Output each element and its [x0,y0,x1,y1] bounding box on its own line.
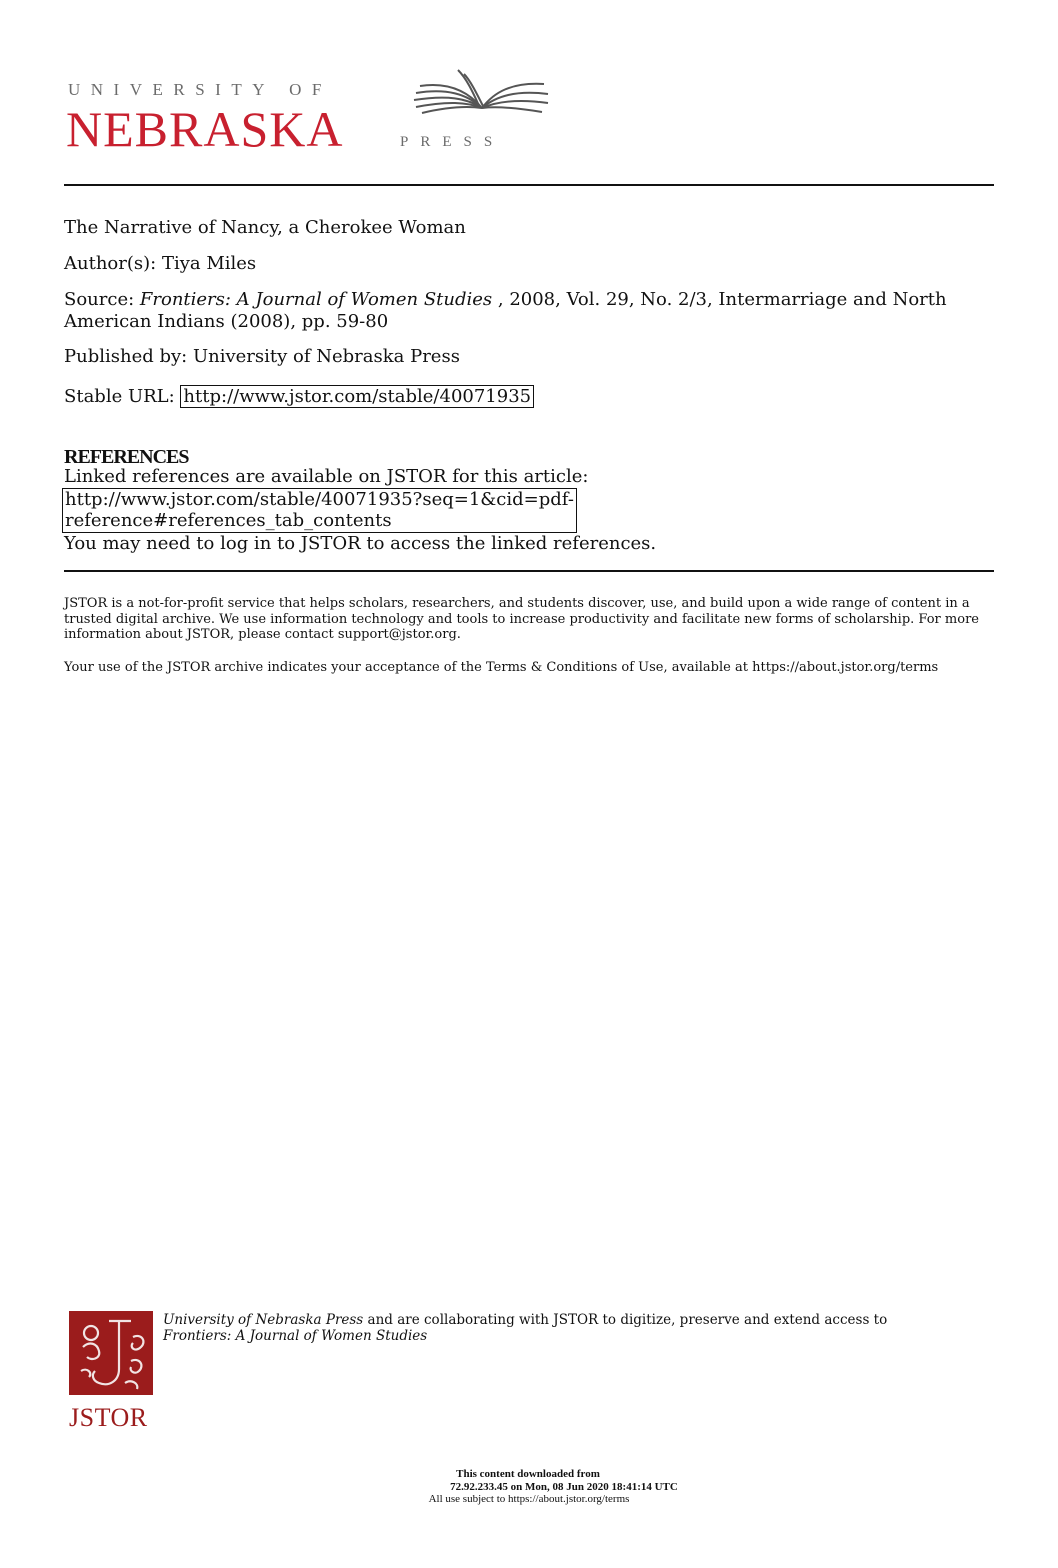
collab-journal: Frontiers: A Journal of Women Studies [163,1328,428,1344]
top-divider [64,184,994,186]
bottom-divider [64,570,994,572]
collab-publisher: University of Nebraska Press [163,1312,364,1328]
logo-university-of: UNIVERSITY OF [68,80,332,99]
publisher-logo [66,70,556,160]
jstor-wordmark: JSTOR [69,1403,148,1432]
logo-nebraska: NEBRASKA [66,101,344,157]
footer-ip-date: 72.92.233.45 on Mon, 08 Jun 2020 18:41:14 UTC [450,1480,678,1493]
article-author: Author(s): Tiya Miles [64,253,257,274]
jstor-seal-icon [69,1311,153,1395]
references-heading: REFERENCES [64,446,189,468]
logo-press: PRESS [400,134,505,150]
article-title: The Narrative of Nancy, a Cherokee Woman [64,217,466,238]
references-block [64,466,994,554]
references-login-note: You may need to log in to JSTOR to access the linked references. [64,532,657,554]
open-book-icon [412,68,552,130]
article-stable-url: Stable URL: http://www.jstor.com/stable/40071935 [64,386,994,408]
jstor-about-text: JSTOR is a not-for-profit service that helps scholars, researchers, and students discover, use, and build upon a wide range of content in a trusted digital archive. We use information technology and tools to increase productivity and facilitate new forms of scholarship. For more information about JSTOR, please contact support@jstor.org. [64,596,979,642]
references-intro: Linked references are available on JSTOR for this article: [64,466,589,487]
article-source: Source: Frontiers: A Journal of Women Studies , 2008, Vol. 29, No. 2/3, Intermarriage and North American Indians (2008), pp. 59-80 [64,289,953,332]
jstor-terms-text: Your use of the JSTOR archive indicates your acceptance of the Terms & Conditions of Use, available at https://about.jstor.org/terms [64,660,939,675]
article-publisher: Published by: University of Nebraska Press [64,346,460,367]
source-journal: Frontiers: A Journal of Women Studies [139,289,493,310]
publisher-name: University of Nebraska Press [192,346,460,367]
jstor-logo [69,1311,155,1433]
references-url-link[interactable]: http://www.jstor.com/stable/40071935?seq=1&cid=pdf- reference#references_tab_contents [62,488,577,533]
collaboration-statement: University of Nebraska Press and are collaborating with JSTOR to digitize, preserve and extend access to Frontiers: A Journal of Women Studies [163,1312,888,1344]
download-footer [0,1468,1058,1506]
stable-url-link[interactable]: http://www.jstor.com/stable/40071935 [180,385,534,408]
footer-downloaded-from: This content downloaded from [456,1468,600,1480]
author-name: Tiya Miles [161,253,257,274]
footer-terms: All use subject to https://about.jstor.org/terms [428,1493,630,1505]
